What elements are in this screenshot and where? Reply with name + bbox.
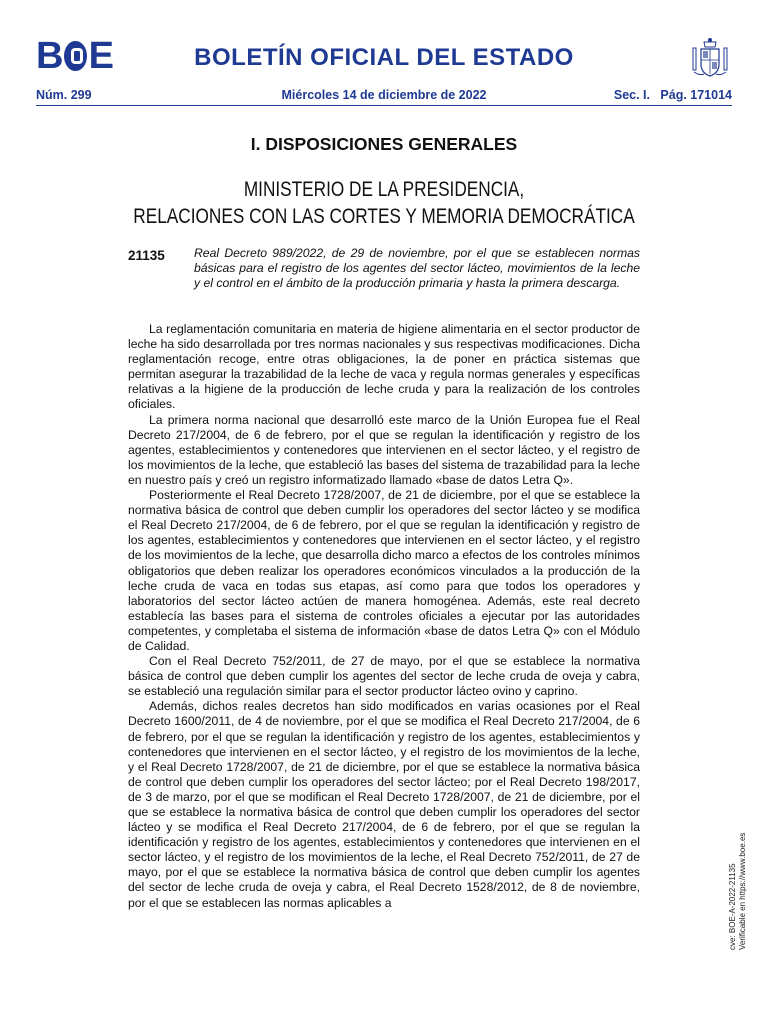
verification-note [728,710,748,950]
section-page: Sec. I. Pág. 171014 [613,88,732,102]
ministry-line-1: MINISTERIO DE LA PRESIDENCIA, [243,178,525,201]
masthead-title: BOLETÍN OFICIAL DEL ESTADO [194,44,574,71]
ministry-line-2: RELACIONES CON LAS CORTES Y MEMORIA DEMOCRÁTICA [133,205,635,228]
disposition-title: Real Decreto 989/2022, de 29 de noviembre, por el que se establecen normas básicas para el registro de los agentes del sector lácteo, movimientos de la leche y el control en el ámbito de la producción primaria y hasta la primera descarga. [194,246,640,291]
body-paragraph: Además, dichos reales decretos han sido modificados en varias ocasiones por el Real Decreto 1600/2011, de 4 de noviembre, por el que se modifica el Real Decreto 217/2004, de 6 de febrero, por el que se regulan la identificación y registro de los agentes, establecimientos y contenedores que intervienen en el sector lácteo, y el registro de los movimientos de la leche, y el Real Decreto 1728/2007, de 21 de diciembre, por el que se establece la normativa básica de control que deben cumplir los operadores del sector lácteo; por el Real Decreto 198/2017, de 3 de marzo, por el que se modifican el Real Decreto 1728/2007, de 21 de diciembre, por el que se establece la normativa básica de control que deben cumplir los operadores del sector lácteo y se modifica el Real Decreto 217/2004, de 6 de febrero, por el que se regulan la identificación y registro de los agentes, establecimientos y contenedores que intervienen en el sector lácteo, y el registro de los movimientos de la leche, el Real Decreto 752/2011, de 27 de mayo, por el que se establece la normativa básica de control que deben cumplir los agentes del sector de leche cruda de oveja y cabra, el Real Decreto 1528/2012, de 8 de noviembre, por el que se establecen las normas aplicables a [128,699,640,910]
issue-number: Núm. 299 [36,88,92,102]
cve-code: cve: BOE-A-2022-21135 [728,863,737,950]
coat-of-arms-icon [690,36,730,80]
verification-url[interactable]: Verificable en https://www.boe.es [738,832,747,950]
body-paragraph: La reglamentación comunitaria en materia de higiene alimentaria en el sector productor de leche ha sido desarrollada por tres normas nacionales y sus respectivas modificaciones. Dicha reglamentación recoge, entre otras obligaciones, la de poner en práctica sistemas que permitan asegurar la trazabilidad de la leche de vaca y regula normas generales y específicas relativas a la higiene de la producción de leche cruda y para la realización de los controles oficiales. [128,322,640,412]
header-divider [36,105,732,106]
body-paragraph: Posteriormente el Real Decreto 1728/2007, de 21 de diciembre, por el que se establece la normativa básica de control que deben cumplir los operadores del sector lácteo y se modifica el Real Decreto 217/2004, de 6 de febrero, por el que se regulan la identificación y registro de los agentes, establecimientos y contenedores que intervienen en el sector lácteo, y el registro de los movimientos de la leche, que desarrolla dicho marco a efectos de los controles mínimos obligatorios que deben realizar los operadores económicos vinculados a la producción de la leche cruda de vaca en todas sus etapas, así como para que todos los operadores y laboratorios del sector lácteo actúen de manera homogénea. Además, este real decreto establecía las bases para el sistema de controles oficiales a ejecutar por las autoridades competentes, y completaba el sistema de información «base de datos Letra Q» con el Módulo de Calidad. [128,488,640,653]
boe-logo [36,35,114,77]
logo-letter-b: B [36,35,62,77]
header-row [36,88,732,104]
ministry-heading [69,176,699,230]
disposition-number: 21135 [128,248,165,263]
logo-letter-e: E [88,35,112,77]
logo-shield-o [64,41,87,71]
body-text [128,322,640,911]
body-paragraph: La primera norma nacional que desarrolló este marco de la Unión Europea fue el Real Decreto 217/2004, de 6 de febrero, por el que se regulan la identificación y registro de los agentes, establecimientos y contenedores que intervienen en el sector lácteo, y el registro de los movimientos de la leche, que estableció las bases del sistema de trazabilidad para la leche en nuestro país y creó un registro informatizado llamado «base de datos Letra Q». [128,412,640,487]
section-title: I. DISPOSICIONES GENERALES [250,134,518,154]
body-paragraph: Con el Real Decreto 752/2011, de 27 de mayo, por el que se establece la normativa básica de control que deben cumplir los agentes del sector de leche cruda de oveja y cabra, se estableció una regulación similar para el sector productor lácteo ovino y caprino. [128,654,640,699]
issue-date: Miércoles 14 de diciembre de 2022 [281,88,487,102]
